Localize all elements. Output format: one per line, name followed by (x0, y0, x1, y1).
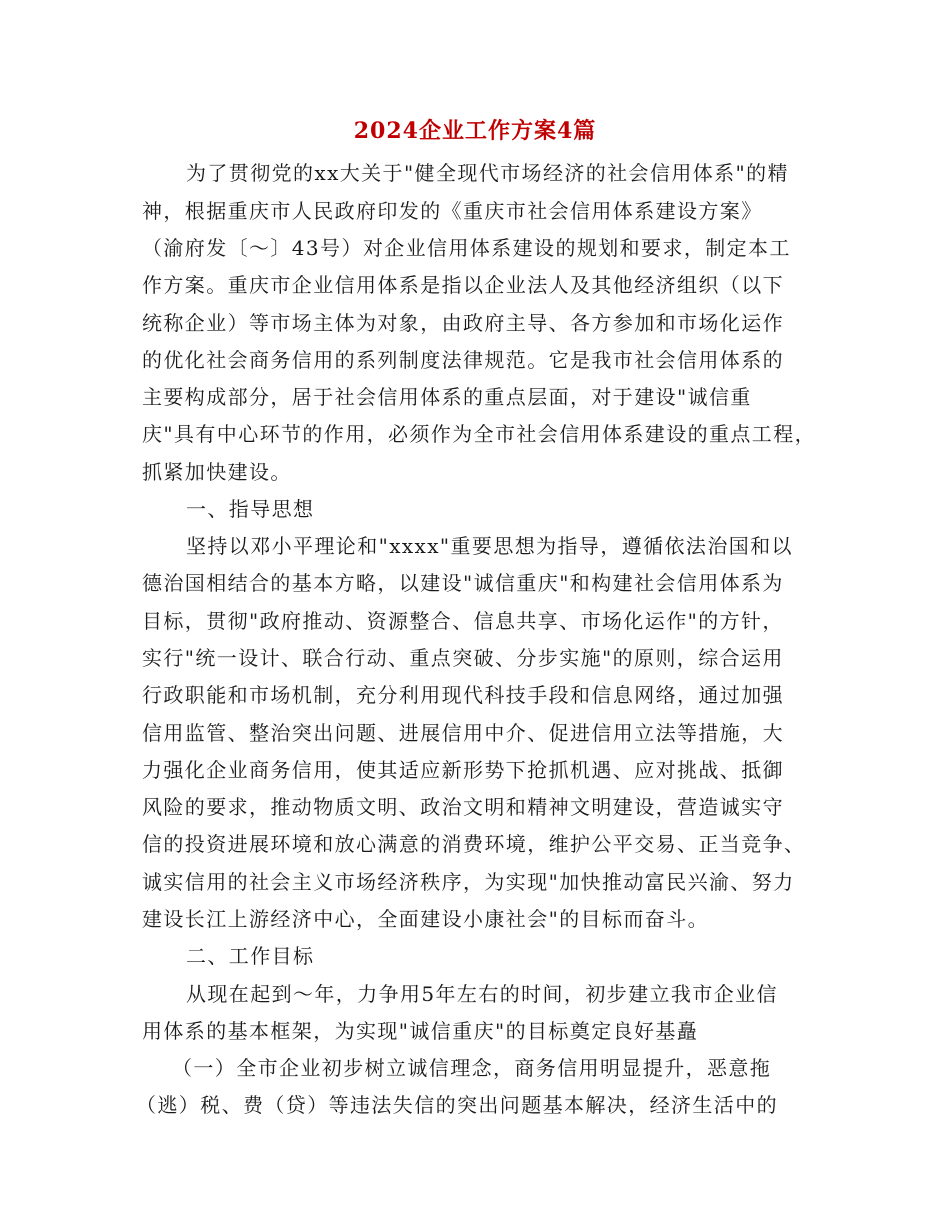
text-line: （渝府发〔～〕43号）对企业信用体系建设的规划和要求，制定本工 (142, 236, 791, 260)
document-title: 2024企业工作方案4篇 (353, 118, 597, 144)
text-line: 主要构成部分，居于社会信用体系的重点层面，对于建设"诚信重 (142, 385, 752, 409)
text-line: 信的投资进展环境和放心满意的消费环境，维护公平交易、正当竞争、 (142, 832, 806, 856)
text-line: 作方案。重庆市企业信用体系是指以企业法人及其他经济组织（以下 (142, 273, 784, 297)
text-line: 力强化企业商务信用，使其适应新形势下抢抓机遇、应对挑战、抵御 (142, 758, 784, 782)
text-line: 用体系的基本框架，为实现"诚信重庆"的目标奠定良好基矗 (142, 1019, 699, 1043)
text-line: 抓紧加快建设。 (142, 460, 292, 484)
text-line: （一）全市企业初步树立诚信理念，商务信用明显提升，恶意拖 (172, 1056, 772, 1080)
text-line: 诚实信用的社会主义市场经济秩序，为实现"加快推动富民兴渝、努力 (142, 870, 795, 894)
text-line: （逃）税、费（贷）等违法失信的突出问题基本解决，经济生活中的 (136, 1093, 778, 1117)
text-line: 庆"具有中心环节的作用，必须作为全市社会信用体系建设的重点工程， (142, 422, 816, 446)
text-line: 德治国相结合的基本方略，以建设"诚信重庆"和构建社会信用体系为 (142, 571, 784, 595)
text-line: 的优化社会商务信用的系列制度法律规范。它是我市社会信用体系的 (142, 348, 784, 372)
text-line: 风险的要求，推动物质文明、政治文明和精神文明建设，营造诚实守 (142, 795, 784, 819)
text-line: 实行"统一设计、联合行动、重点突破、分步实施"的原则，综合运用 (142, 646, 784, 670)
text-line: 行政职能和市场机制，充分利用现代科技手段和信息网络，通过加强 (142, 683, 784, 707)
text-line: 建设长江上游经济中心，全面建设小康社会"的目标而奋斗。 (142, 907, 709, 931)
text-line: 坚持以邓小平理论和"xxxx"重要思想为指导，遵循依法治国和以 (186, 534, 793, 558)
text-line: 神，根据重庆市人民政府印发的《重庆市社会信用体系建设方案》 (142, 199, 763, 223)
section-heading: 一、指导思想 (186, 497, 315, 521)
section-heading: 二、工作目标 (186, 944, 315, 968)
text-line: 目标，贯彻"政府推动、资源整合、信息共享、市场化运作"的方针， (142, 609, 784, 633)
text-line: 为了贯彻党的xx大关于"健全现代市场经济的社会信用体系"的精 (186, 161, 789, 185)
text-line: 统称企业）等市场主体为对象，由政府主导、各方参加和市场化运作 (142, 311, 784, 335)
text-line: 从现在起到～年，力争用5年左右的时间，初步建立我市企业信 (186, 982, 778, 1006)
text-line: 信用监管、整治突出问题、进展信用中介、促进信用立法等措施，大 (142, 721, 784, 745)
